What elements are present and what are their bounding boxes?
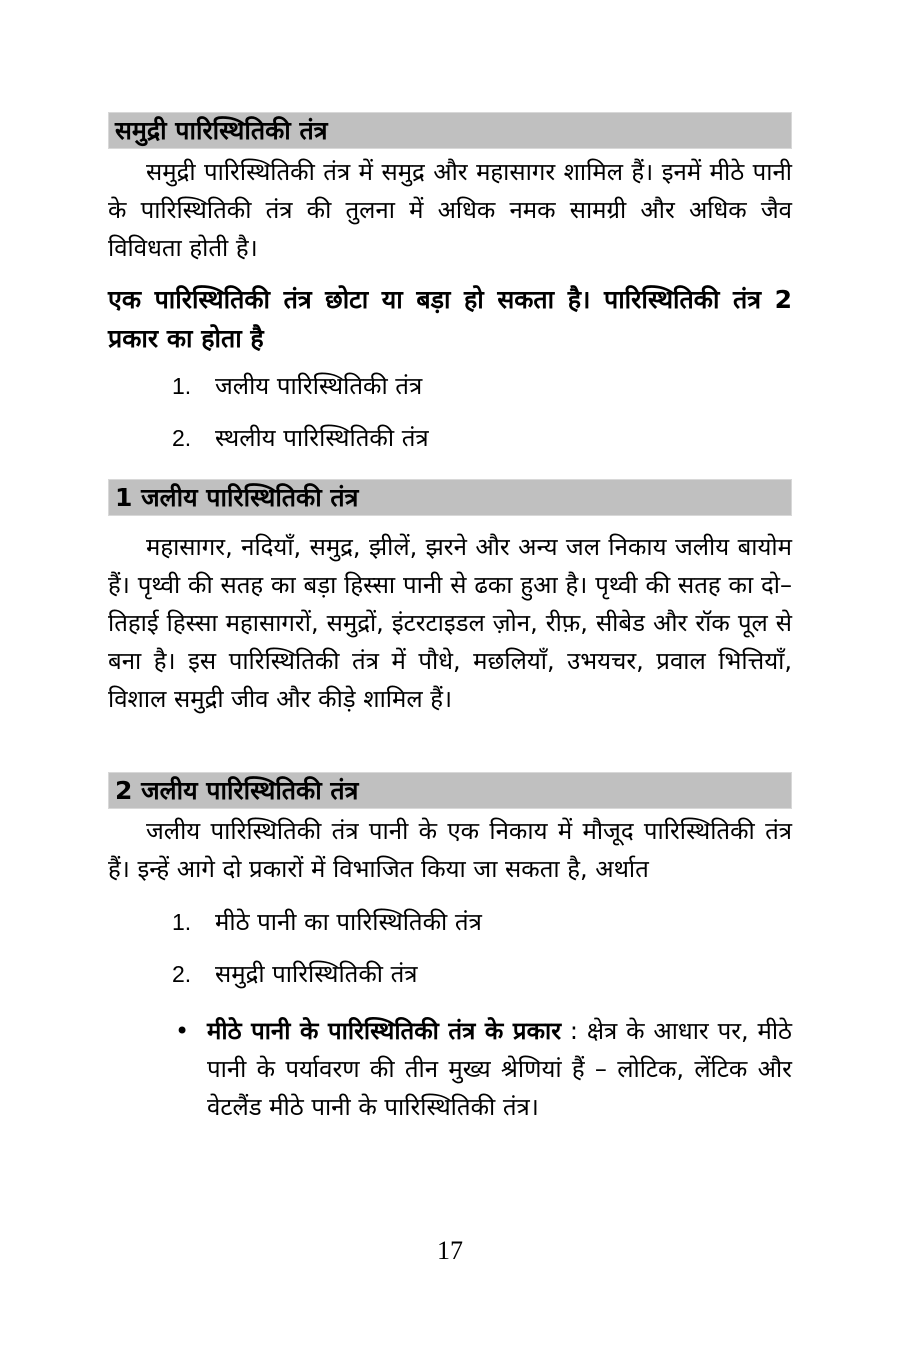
list-text: समुद्री पारिस्थितिकी तंत्र	[215, 960, 418, 988]
bullet-icon: •	[175, 1017, 190, 1045]
paragraph-aquatic-ecosystem-2: जलीय पारिस्थितिकी तंत्र पानी के एक निकाय में मौजूद पारिस्थितिकी तंत्र हैं। इन्हें आगे दो प्रकारों में विभाजित किया जा सकता है, अर्थात	[108, 817, 792, 883]
paragraph-marine-ecosystem: समुद्री पारिस्थितिकी तंत्र में समुद्र और महासागर शामिल हैं। इनमें मीठे पानी के पारिस्थितिकी तंत्र की तुलना में अधिक नमक सामग्री और अधिक जैव विविधता होती है।	[108, 158, 792, 262]
paragraph-aquatic-ecosystem-1: महासागर, नदियाँ, समुद्र, झीलें, झरने और अन्य जल निकाय जलीय बायोम हैं। पृथ्वी की सतह का बड़ा हिस्सा पानी से ढका हुआ है। पृथ्वी की सतह का दो–तिहाई हिस्सा महासागरों, समुद्रों, इंटरटाइडल ज़ोन, रीफ़, सीबेड और रॉक पूल से बना है। इस पारिस्थितिकी तंत्र में पौधे, मछलियाँ, उभयचर, प्रवाल भित्तियाँ, विशाल समुद्री जीव और कीड़े शामिल हैं।	[108, 533, 792, 713]
bullet-text-block	[207, 1012, 792, 1126]
bullet-description: : क्षेत्र के आधार पर, मीठे पानी के पर्यावरण की तीन मुख्य श्रेणियां हैं – लोटिक, लेंटिक और वेटलैंड मीठे पानी के पारिस्थितिकी तंत्र।	[207, 1017, 792, 1121]
page-number: 17	[437, 1236, 463, 1265]
list-number: 1.	[172, 373, 192, 399]
list-item-freshwater	[108, 906, 792, 938]
heading-ecosystem-two-types: एक पारिस्थितिकी तंत्र छोटा या बड़ा हो सकता है। पारिस्थितिकी तंत्र 2 प्रकार का होता है	[108, 285, 792, 353]
freshwater-types-bullet	[108, 1012, 792, 1126]
ecosystem-types-list	[108, 370, 792, 474]
list-text: स्थलीय पारिस्थितिकी तंत्र	[215, 424, 429, 452]
list-item-terrestrial	[108, 422, 792, 454]
list-item-marine	[108, 958, 792, 990]
list-number: 2.	[172, 961, 192, 987]
section-header-aquatic-ecosystem-1: 1 जलीय पारिस्थितिकी तंत्र	[108, 479, 792, 516]
section-header-aquatic-ecosystem-2: 2 जलीय पारिस्थितिकी तंत्र	[108, 772, 792, 809]
section-header-marine-ecosystem: समुद्री पारिस्थितिकी तंत्र	[108, 112, 792, 149]
list-text: मीठे पानी का पारिस्थितिकी तंत्र	[215, 908, 482, 936]
list-number: 1.	[172, 909, 192, 935]
list-item-aquatic	[108, 370, 792, 402]
list-number: 2.	[172, 425, 192, 451]
list-text: जलीय पारिस्थितिकी तंत्र	[215, 372, 423, 400]
aquatic-subtypes-list	[108, 906, 792, 1010]
bullet-term: मीठे पानी के पारिस्थितिकी तंत्र के प्रकार	[207, 1017, 562, 1045]
content-area	[108, 0, 792, 1350]
